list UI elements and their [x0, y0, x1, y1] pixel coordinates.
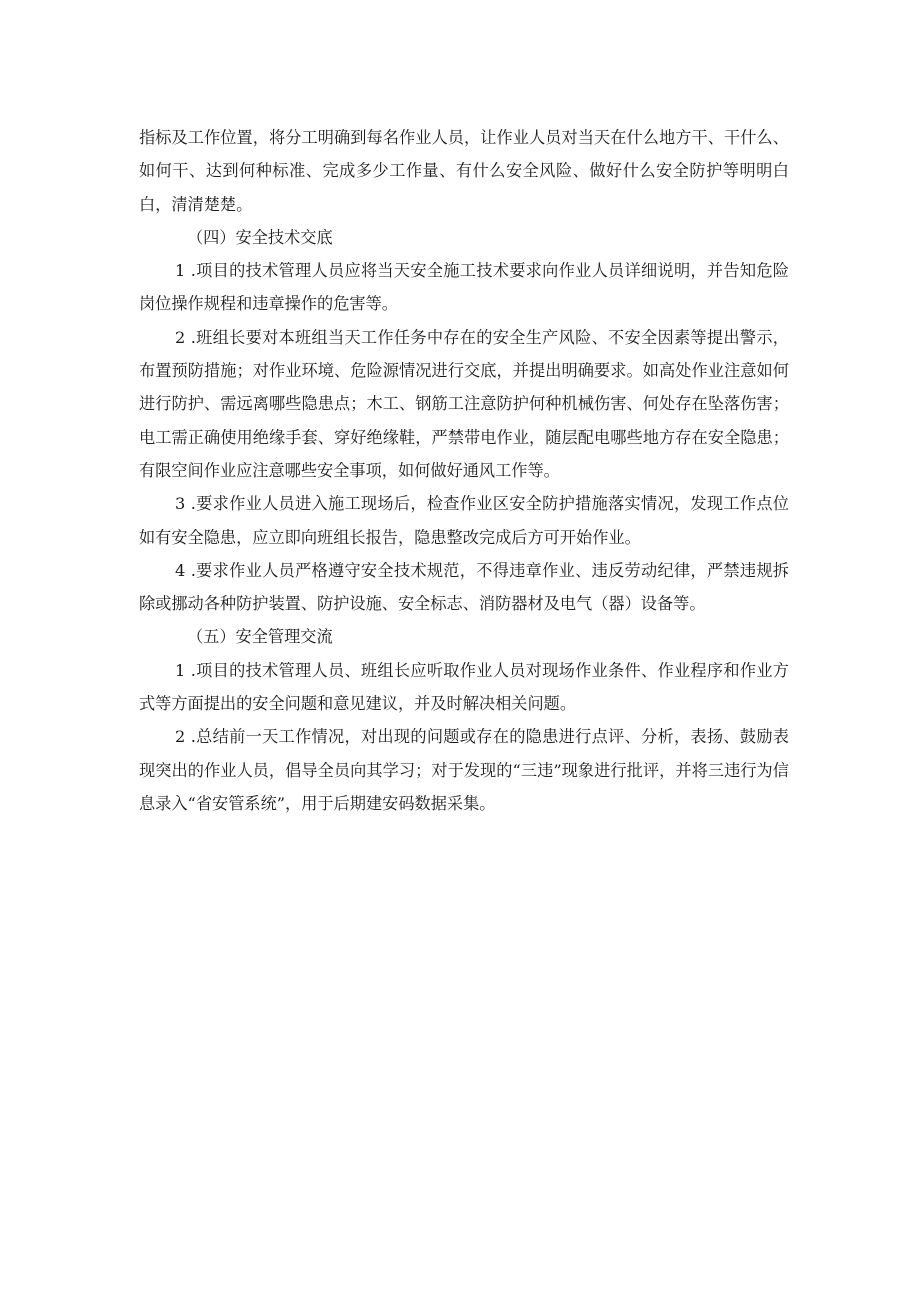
paragraph-intro: 指标及工作位置，将分工明确到每名作业人员，让作业人员对当天在什么地方干、干什么、如何干、达到何种标准、完成多少工作量、有什么安全风险、做好什么安全防护等明明白白，清清楚楚。: [139, 128, 789, 214]
paragraph-management-2: 2 .总结前一天工作情况，对出现的问题或存在的隐患进行点评、分析，表扬、鼓励表现突出的作业人员，倡导全员向其学习；对于发现的“三违”现象进行批评，并将三违行为信息录入“省安管系统”，用于后期建安码数据采集。: [139, 727, 789, 813]
paragraph-technical-4: 4 .要求作业人员严格遵守安全技术规范，不得违章作业、违反劳动纪律，严禁违规拆除或挪动各种防护装置、防护设施、安全标志、消防器材及电气（器）设备等。: [139, 560, 789, 614]
paragraph-technical-2: 2 .班组长要对本班组当天工作任务中存在的安全生产风险、不安全因素等提出警示，布置预防措施；对作业环境、危险源情况进行交底，并提出明确要求。如高处作业注意如何进行防护、需远离哪些隐患点；木工、钢筋工注意防护何种机械伤害、何处存在坠落伤害；电工需正确使用绝缘手套、穿好绝缘鞋，严禁带电作业，随层配电哪些地方存在安全隐患；有限空间作业应注意哪些安全事项，如何做好通风工作等。: [139, 327, 789, 480]
paragraph-technical-3: 3 .要求作业人员进入施工现场后，检查作业区安全防护措施落实情况，发现工作点位如有安全隐患，应立即向班组长报告，隐患整改完成后方可开始作业。: [139, 494, 789, 547]
section-heading-technical-briefing: （四）安全技术交底: [187, 227, 333, 247]
section-heading-management-exchange: （五）安全管理交流: [187, 627, 333, 647]
paragraph-management-1: 1 .项目的技术管理人员、班组长应听取作业人员对现场作业条件、作业程序和作业方式等方面提出的安全问题和意见建议，并及时解决相关问题。: [139, 660, 789, 714]
paragraph-technical-1: 1 .项目的技术管理人员应将当天安全施工技术要求向作业人员详细说明，并告知危险岗位操作规程和违章操作的危害等。: [139, 261, 789, 314]
document-body: [139, 121, 789, 820]
